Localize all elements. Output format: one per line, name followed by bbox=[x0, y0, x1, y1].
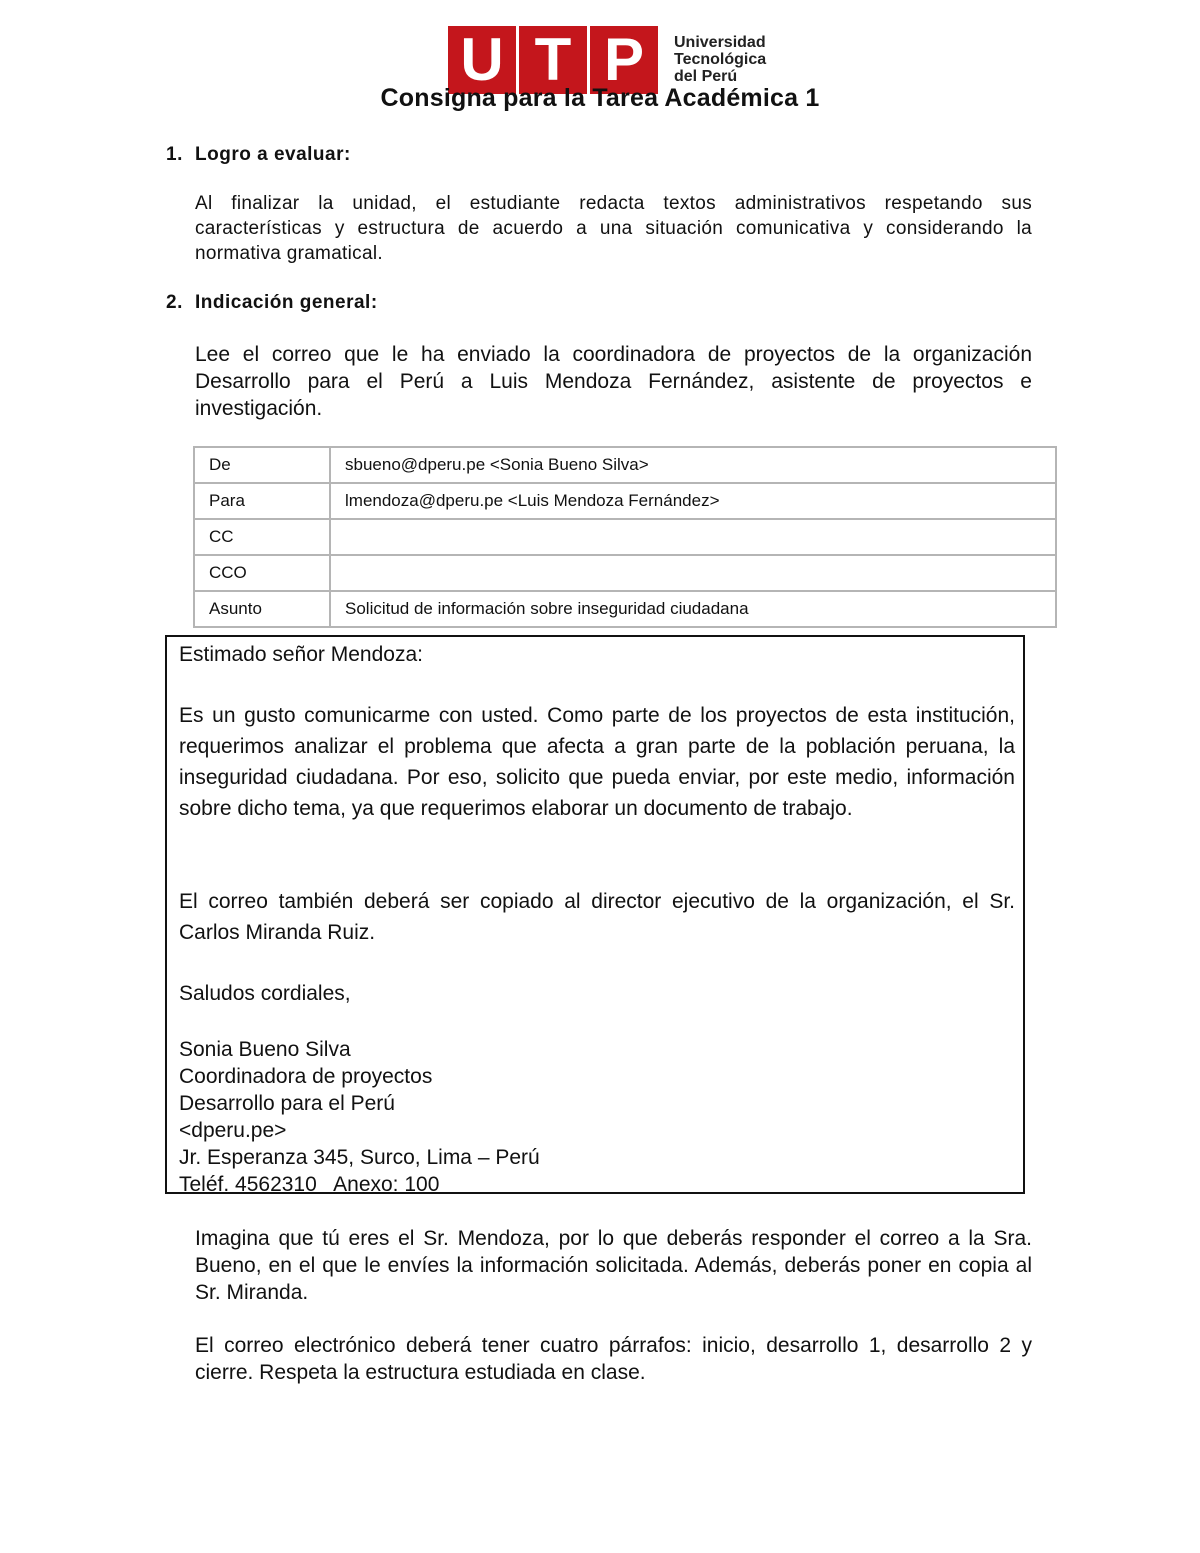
page-title: Consigna para la Tarea Académica 1 bbox=[380, 84, 820, 112]
instruction-paragraph-1: Imagina que tú eres el Sr. Mendoza, por lo que deberás responder el correo a la Sra. Bueno, en el que le envíes la información solicitada. Además, deberás poner en copia al Sr. Miranda. bbox=[195, 1227, 1032, 1304]
email-header-row-cc bbox=[194, 519, 1056, 555]
to-value: lmendoza@dperu.pe <Luis Mendoza Fernández> bbox=[330, 483, 1056, 519]
email-header-row-subject bbox=[194, 591, 1056, 627]
logo-name-line-2: Tecnológica bbox=[674, 51, 767, 68]
from-label: De bbox=[194, 447, 330, 483]
email-greeting: Estimado señor Mendoza: bbox=[179, 643, 423, 666]
from-value: sbueno@dperu.pe <Sonia Bueno Silva> bbox=[330, 447, 1056, 483]
subject-value: Solicitud de información sobre inseguridad ciudadana bbox=[330, 591, 1056, 627]
email-paragraph-2: El correo también deberá ser copiado al director ejecutivo de la organización, el Sr. Carlos Miranda Ruiz. bbox=[179, 890, 1015, 944]
email-signature bbox=[179, 1036, 1015, 1198]
email-body-box bbox=[165, 635, 1025, 1194]
logo-name-line-3: del Perú bbox=[674, 68, 738, 85]
section-1-number: 1. bbox=[166, 144, 183, 165]
section-1-heading: Logro a evaluar: bbox=[195, 144, 351, 165]
signature-role: Coordinadora de proyectos bbox=[179, 1065, 433, 1088]
section-2-heading: Indicación general: bbox=[195, 292, 378, 313]
bcc-label: CCO bbox=[194, 555, 330, 591]
logo-letter-u: U bbox=[448, 26, 516, 94]
cc-label: CC bbox=[194, 519, 330, 555]
logo-letter-p: P bbox=[590, 26, 658, 94]
email-header-table bbox=[193, 446, 1057, 628]
email-header-row-from bbox=[194, 447, 1056, 483]
bcc-value bbox=[330, 555, 1056, 591]
email-paragraph-1: Es un gusto comunicarme con usted. Como parte de los proyectos de esta institución, requerimos analizar el problema que afecta a gran parte de la población peruana, la inseguridad ciudadana. Por eso, solicito que pueda enviar, por este medio, información sobre dicho tema, ya que requerimos elaborar un documento de trabajo. bbox=[179, 704, 1015, 820]
email-header-row-bcc bbox=[194, 555, 1056, 591]
email-closing: Saludos cordiales, bbox=[179, 982, 351, 1005]
signature-name: Sonia Bueno Silva bbox=[179, 1038, 351, 1061]
signature-address: Jr. Esperanza 345, Surco, Lima – Perú bbox=[179, 1146, 540, 1169]
signature-organization: Desarrollo para el Perú bbox=[179, 1092, 395, 1115]
section-1-text: Al finalizar la unidad, el estudiante redacta textos administrativos respetando sus características y estructura de acuerdo a una situación comunicativa y considerando la normativa gramatical. bbox=[195, 193, 1032, 264]
subject-label: Asunto bbox=[194, 591, 330, 627]
section-2-number: 2. bbox=[166, 292, 183, 313]
logo-letter-t: T bbox=[519, 26, 587, 94]
signature-website: <dperu.pe> bbox=[179, 1119, 287, 1142]
signature-phone: Teléf. 4562310 Anexo: 100 bbox=[179, 1173, 440, 1196]
email-header-row-to bbox=[194, 483, 1056, 519]
cc-value bbox=[330, 519, 1056, 555]
instruction-paragraph-2: El correo electrónico deberá tener cuatro párrafos: inicio, desarrollo 1, desarrollo 2 y cierre. Respeta la estructura estudiada en clase. bbox=[195, 1334, 1032, 1384]
to-label: Para bbox=[194, 483, 330, 519]
logo-university-name bbox=[674, 34, 766, 85]
logo-name-line-1: Universidad bbox=[674, 34, 766, 51]
section-2-text: Lee el correo que le ha enviado la coordinadora de proyectos de la organización Desarrollo para el Perú a Luis Mendoza Fernández, asistente de proyectos e investigación. bbox=[195, 343, 1032, 420]
